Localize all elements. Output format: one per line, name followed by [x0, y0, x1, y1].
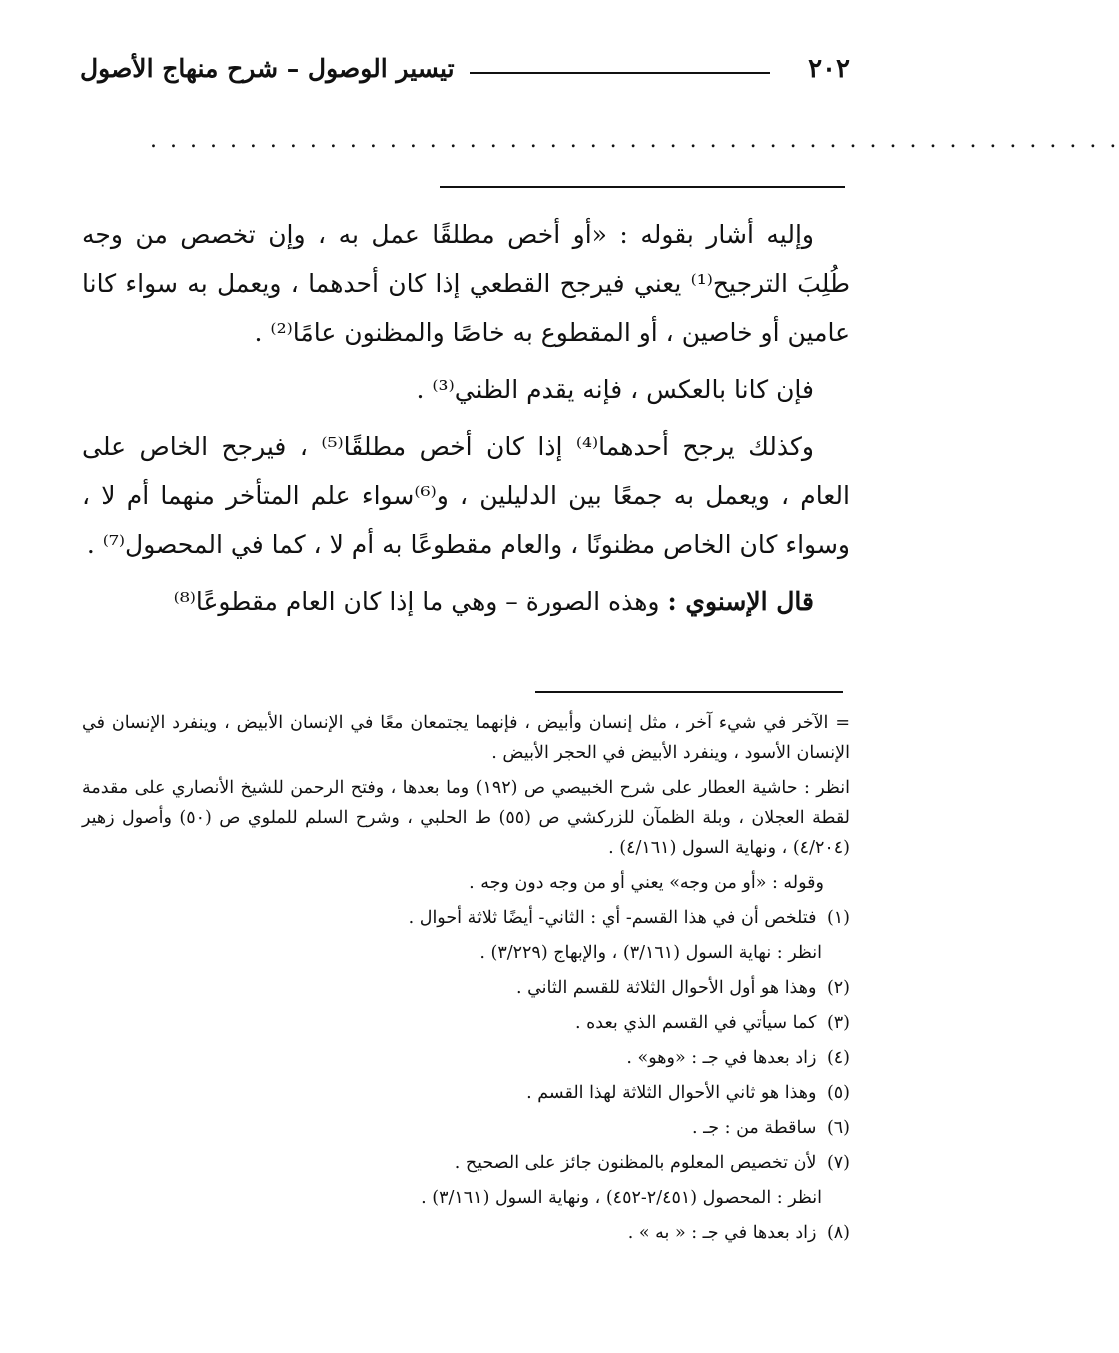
quote-text: وهذه الصورة – وهي ما إذا كان العام مقطوعًا⁽⁸⁾ — [173, 587, 660, 616]
footnote-item — [82, 1148, 850, 1178]
footnote-continuation-2: انظر : حاشية العطار على شرح الخبيصي ص (١٩٢) وما بعدها ، وفتح الرحمن للشيخ الأنصاري على مقدمة لقطة العجلان ، وبلة الظمآن للزركشي ص (٥٥) ط الحلبي ، وشرح السلم للملوي ص (٥٠) وأصول زهير (٤/٢٠٤) ، ونهاية السول (٤/١٦١) . — [82, 778, 850, 858]
footnote-reference: انظر : المحصول (٢/٤٥١-٤٥٢) ، ونهاية السول (٣/١٦١) . — [421, 1188, 822, 1208]
footnote-text: زاد بعدها في جـ : « به » . — [627, 1223, 822, 1243]
footnotes — [82, 708, 850, 1253]
footnote-text: وهذا هو ثاني الأحوال الثلاثة لهذا القسم . — [526, 1083, 822, 1103]
footnote-number: (٤) — [826, 1048, 850, 1068]
page-number: ٢٠٢ — [808, 54, 850, 84]
footnote-text: زاد بعدها في جـ : «وهو» . — [626, 1048, 822, 1068]
footnote-number: (١) — [826, 908, 850, 928]
footnote-text: كما سيأتي في القسم الذي بعده . — [574, 1013, 822, 1033]
footnote-number: (٢) — [826, 978, 850, 998]
footnote-list — [82, 903, 850, 1248]
paragraph-2: فإن كانا بالعكس ، فإنه يقدم الظني⁽³⁾ . — [416, 375, 814, 404]
section-rule — [440, 186, 845, 188]
footnote-number: (٦) — [826, 1118, 850, 1138]
footnote-item — [82, 1008, 850, 1038]
footnote-separator — [535, 691, 843, 693]
footnote-item — [82, 1218, 850, 1248]
paragraph-4 — [82, 577, 850, 626]
header-rule — [470, 72, 770, 74]
paragraph-1: وإليه أشار بقوله : «أو أخص مطلقًا عمل به ، وإن تخصص من وجه طُلِبَ الترجيح⁽¹⁾ يعني فيرجح القطعي إذا كان أحدهما ، ويعمل به سواء كانا عامين أو خاصين ، أو المقطوع به خاصًا والمظنون عامًا⁽²⁾ . — [82, 220, 850, 347]
quote-speaker: قال الإسنوي : — [667, 587, 814, 616]
footnote-continuation-1: = الآخر في شيء آخر ، مثل إنسان وأبيض ، فإنهما يجتمعان معًا في الإنسان الأبيض ، وينفرد الإنسان في الإنسان الأسود ، وينفرد الأبيض في الحجر الأبيض . — [82, 713, 850, 763]
omission-dots: . . . . . . . . . . . . . . . . . . . . . . . . . . . . . . . . . . . . . . . . . . . . . . . . . — [150, 128, 1119, 153]
footnote-item — [82, 1113, 850, 1143]
footnote-reference: انظر : نهاية السول (٣/١٦١) ، والإبهاج (٣/٢٢٩) . — [479, 943, 822, 963]
paragraph-3: وكذلك يرجح أحدهما⁽⁴⁾ إذا كان أخص مطلقًا⁽⁵⁾ ، فيرجح الخاص على العام ، ويعمل به جمعًا بين الدليلين ، و⁽⁶⁾سواء علم المتأخر منهما أم لا ، وسواء كان الخاص مظنونًا ، والعام مقطوعًا به أم لا ، كما في المحصول⁽⁷⁾ . — [82, 432, 850, 559]
page-header — [80, 50, 850, 90]
footnote-text: فتلخص أن في هذا القسم- أي : الثاني- أيضًا ثلاثة أحوال . — [408, 908, 822, 928]
footnote-item — [82, 1078, 850, 1108]
footnote-number: (٣) — [826, 1013, 850, 1033]
footnote-text: لأن تخصيص المعلوم بالمظنون جائز على الصحيح . — [454, 1153, 822, 1173]
footnote-number: (٥) — [826, 1083, 850, 1103]
footnote-item — [82, 1043, 850, 1073]
footnote-number: (٧) — [826, 1153, 850, 1173]
running-title: تيسير الوصول – شرح منهاج الأصول — [80, 54, 455, 83]
footnote-item — [82, 903, 850, 933]
footnote-text: وهذا هو أول الأحوال الثلاثة للقسم الثاني . — [515, 978, 822, 998]
footnote-number: (٨) — [826, 1223, 850, 1243]
main-text — [82, 210, 850, 634]
footnote-item — [82, 973, 850, 1003]
footnote-continuation-3: وقوله : «أو من وجه» يعني أو من وجه دون وجه . — [469, 873, 824, 893]
footnote-text: ساقطة من : جـ . — [691, 1118, 822, 1138]
